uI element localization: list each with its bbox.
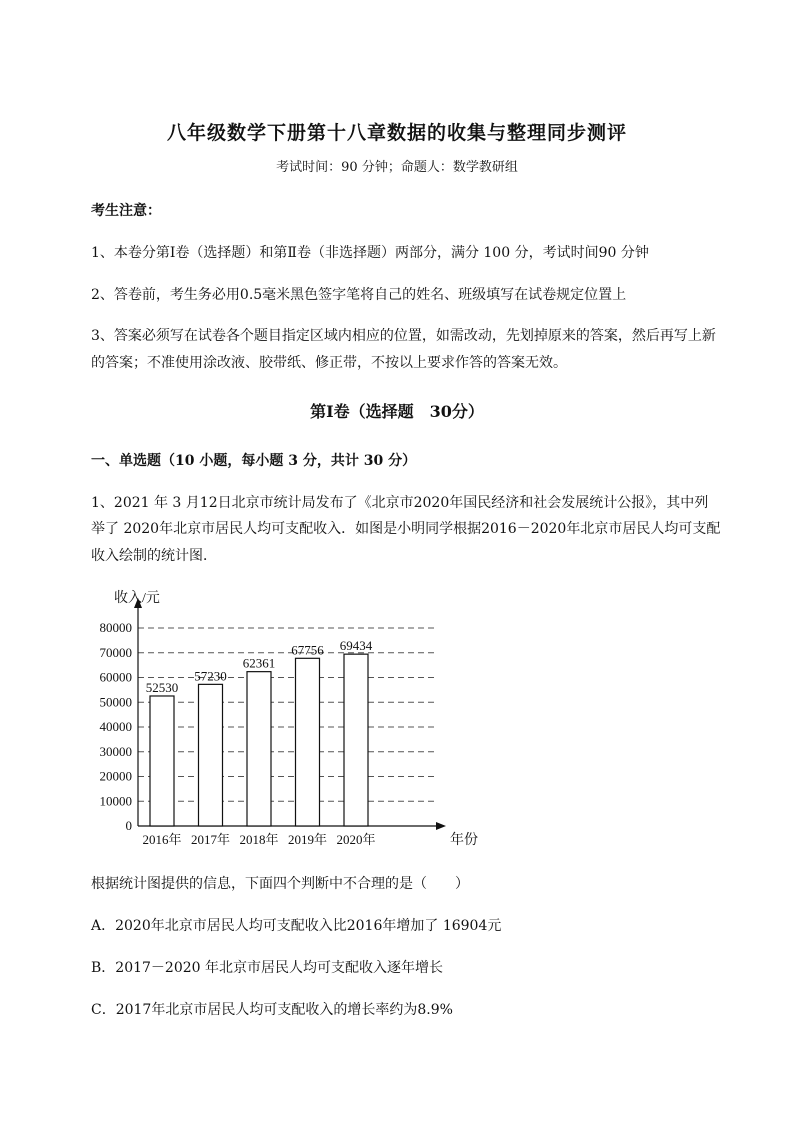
bar [150, 696, 174, 826]
y-tick-label: 0 [125, 818, 132, 833]
x-axis-label: 年份 [450, 833, 478, 848]
note-item-1: 1、本卷分第Ⅰ卷（选择题）和第Ⅱ卷（非选择题）两部分，满分 100 分，考试时间90 分钟 [91, 245, 649, 261]
question-1-line-1: 1、2021 年 3 月12日北京市统计局发布了《北京市2020年国民经济和社会发展统计公报》，其中列 [91, 495, 709, 511]
option-a[interactable]: A．2020年北京市居民人均可支配收入比2016年增加了 16904元 [91, 918, 502, 934]
note-item-3-line-1: 3、答案必须写在试卷各个题目指定区域内相应的位置，如需改动，先划掉原来的答案，然后再写上新 [91, 328, 716, 344]
bar [199, 684, 223, 826]
notes-heading: 考生注意： [91, 203, 161, 219]
note-item-3-line-2: 的答案；不准使用涂改液、胶带纸、修正带，不按以上要求作答的答案无效。 [91, 355, 567, 371]
y-tick-label: 60000 [99, 669, 132, 685]
bar [296, 658, 320, 826]
bar [247, 672, 271, 826]
y-tick-label: 10000 [99, 793, 132, 809]
section-title: 第Ⅰ卷（选择题 30分） [310, 402, 484, 421]
bar-value-label: 67756 [291, 642, 324, 658]
x-tick-label: 2019年 [287, 832, 328, 847]
bar-value-label: 62361 [242, 655, 276, 671]
y-tick-label: 50000 [99, 694, 132, 710]
chart-grid [138, 628, 438, 801]
option-c[interactable]: C．2017年北京市居民人均可支配收入的增长率约为8.9% [91, 1002, 453, 1018]
bar-value-label: 57230 [194, 668, 227, 684]
x-axis-arrow [436, 822, 446, 830]
option-b[interactable]: B．2017－2020 年北京市居民人均可支配收入逐年增长 [91, 960, 443, 976]
y-tick-label: 80000 [99, 620, 132, 635]
x-tick-label: 2020年 [336, 832, 376, 847]
y-tick-label: 70000 [99, 644, 132, 660]
question-1-line-2: 举了 2020年北京市居民人均可支配收入．如图是小明同学根据2016－2020年北京市居民人均可支配 [91, 521, 721, 537]
question-1-line-3: 收入绘制的统计图． [91, 548, 217, 564]
bar-value-label: 52530 [145, 679, 179, 695]
income-bar-chart [88, 582, 478, 852]
y-tick-label: 40000 [99, 719, 132, 734]
bar [344, 654, 368, 826]
chart-bars [150, 654, 368, 826]
y-tick-label: 20000 [99, 768, 132, 784]
x-tick-label: 2017年 [190, 832, 231, 847]
page-title: 八年级数学下册第十八章数据的收集与整理同步测评 [166, 122, 627, 144]
x-tick-label: 2018年 [239, 832, 279, 847]
question-1-prompt: 根据统计图提供的信息，下面四个判断中不合理的是（ ） [91, 876, 469, 892]
y-tick-label: 30000 [99, 743, 132, 759]
note-item-2: 2、答卷前，考生务必用0.5毫米黑色签字笔将自己的姓名、班级填写在试卷规定位置上 [91, 287, 627, 303]
bar-value-label: 69434 [339, 638, 373, 654]
y-axis-label: 收入/元 [114, 591, 160, 606]
part-heading: 一、单选题（10 小题，每小题 3 分，共计 30 分） [91, 453, 417, 469]
x-tick-label: 2016年 [142, 832, 182, 847]
exam-info: 考试时间：90 分钟；命题人：数学教研组 [276, 160, 518, 175]
chart-axes [134, 598, 446, 830]
